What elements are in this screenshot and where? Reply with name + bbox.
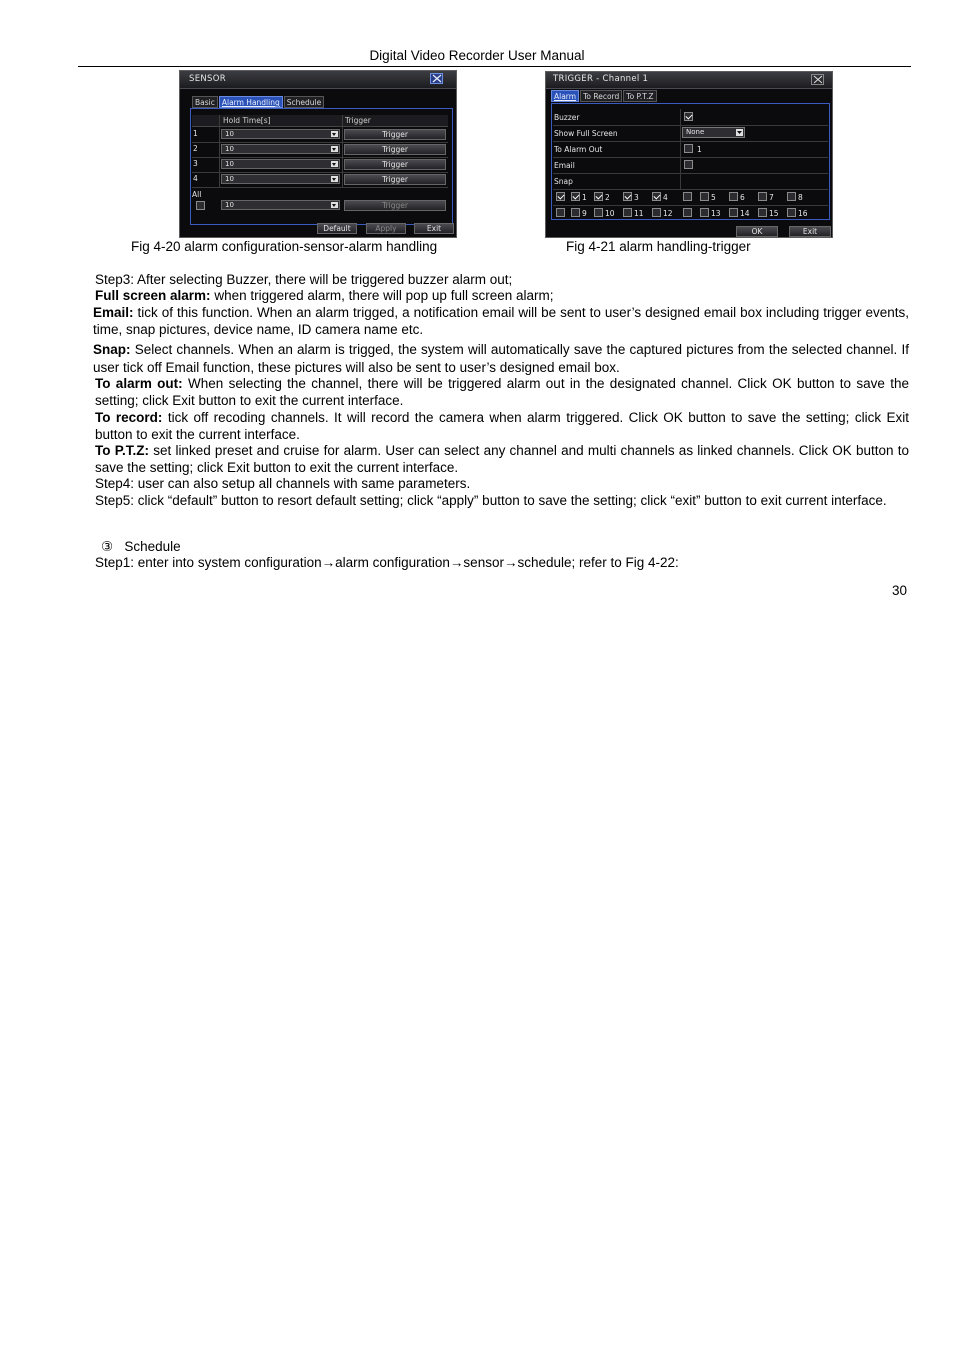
buzzer-row xyxy=(553,109,828,126)
row-divider xyxy=(680,109,681,125)
header-rule xyxy=(78,66,911,67)
row-divider xyxy=(680,173,681,189)
term-alarm-out: To alarm out: xyxy=(95,376,183,391)
row-divider xyxy=(680,157,681,173)
row-divider xyxy=(680,125,681,141)
snap-channel-checkbox[interactable] xyxy=(571,192,580,201)
step1-text: Step1: enter into system configuration→alarm configuration→sensor→schedule; refer to Fig 4-22: xyxy=(95,555,679,570)
snap-paragraph xyxy=(93,341,909,377)
alarm-out-paragraph xyxy=(95,376,909,409)
trigger-button[interactable]: Trigger xyxy=(344,159,446,170)
trigger-tabs xyxy=(551,90,658,102)
hold-time-select[interactable] xyxy=(221,159,340,169)
snap-channel-number: 4 xyxy=(663,193,668,202)
snap-channel-number: 3 xyxy=(634,193,639,202)
exit-button[interactable]: Exit xyxy=(789,226,831,237)
snap-channel-number: 13 xyxy=(711,209,721,218)
alarm-out-channel: 1 xyxy=(697,145,702,154)
sensor-table-header xyxy=(192,115,448,127)
full-screen-label: Show Full Screen xyxy=(554,129,618,138)
channel-number: 2 xyxy=(193,144,198,153)
column-header-trigger: Trigger xyxy=(345,116,371,125)
close-icon[interactable] xyxy=(430,73,443,84)
alarm-out-checkbox[interactable] xyxy=(684,144,693,153)
step4-text: Step4: user can also setup all channels with same parameters. xyxy=(95,476,471,491)
term-email: Email: xyxy=(93,305,134,320)
chevron-down-icon xyxy=(331,176,338,182)
snap-channel-checkbox[interactable] xyxy=(787,208,796,217)
ok-button[interactable]: OK xyxy=(736,226,778,237)
hold-time-select[interactable] xyxy=(221,129,340,139)
trigger-title: TRIGGER - Channel 1 xyxy=(553,74,649,84)
table-row xyxy=(192,127,448,143)
step5-text: Step5: click “default” button to resort default setting; click “apply” button to save the setting; click “exit” button to exit current interface. xyxy=(95,493,887,508)
ptz-paragraph xyxy=(95,443,909,476)
buzzer-checkbox[interactable] xyxy=(684,112,693,121)
schedule-heading xyxy=(101,539,181,555)
snap-channel-checkbox[interactable] xyxy=(571,208,580,217)
all-checkbox[interactable] xyxy=(196,201,205,210)
chevron-down-icon xyxy=(736,129,743,136)
snap-channel-checkbox[interactable] xyxy=(758,208,767,217)
figure-caption-4-20: Fig 4-20 alarm configuration-sensor-alarm handling xyxy=(131,239,438,254)
all-row xyxy=(192,198,448,213)
channel-number: 4 xyxy=(193,174,198,183)
figure-caption-4-21: Fig 4-21 alarm handling-trigger xyxy=(566,239,751,254)
snap-channel-number: 11 xyxy=(634,209,644,218)
snap-label: Snap xyxy=(554,177,573,186)
term-full-screen: Full screen alarm: xyxy=(95,288,211,303)
snap-channel-number: 9 xyxy=(582,209,587,218)
term-ptz: To P.T.Z: xyxy=(95,443,149,458)
desc-snap: Select channels. When an alarm is trigged, the system will automatically save the captured pictures from the selected channel. If user tick off Email function, these pictures will also be sent to user’s designed email box. xyxy=(93,342,909,375)
snap-channel-number: 16 xyxy=(798,209,808,218)
hold-time-value: 10 xyxy=(225,160,234,168)
sensor-titlebar xyxy=(180,71,456,89)
email-checkbox[interactable] xyxy=(684,160,693,169)
table-row xyxy=(192,172,448,188)
snap-group-checkbox[interactable] xyxy=(556,192,565,201)
apply-button[interactable]: Apply xyxy=(366,223,406,234)
snap-group-checkbox[interactable] xyxy=(683,192,692,201)
schedule-marker: ③ xyxy=(101,539,114,554)
trigger-titlebar xyxy=(546,72,832,89)
tab-alarm[interactable]: Alarm xyxy=(551,90,579,102)
snap-channels-row-1 xyxy=(553,189,828,206)
row-divider xyxy=(680,141,681,157)
snap-group-checkbox[interactable] xyxy=(683,208,692,217)
snap-channel-checkbox[interactable] xyxy=(758,192,767,201)
snap-channel-checkbox[interactable] xyxy=(700,208,709,217)
alarm-out-label: To Alarm Out xyxy=(554,145,603,154)
tab-alarm-handling[interactable]: Alarm Handling xyxy=(219,96,283,108)
snap-channel-number: 5 xyxy=(711,193,716,202)
email-label: Email xyxy=(554,161,575,170)
snap-group-checkbox[interactable] xyxy=(556,208,565,217)
term-record: To record: xyxy=(95,410,163,425)
email-paragraph xyxy=(93,305,909,338)
trigger-button[interactable]: Trigger xyxy=(344,129,446,140)
hold-time-value: 10 xyxy=(225,145,234,153)
snap-channel-checkbox[interactable] xyxy=(700,192,709,201)
chevron-down-icon xyxy=(331,161,338,167)
buzzer-label: Buzzer xyxy=(554,113,580,122)
column-divider xyxy=(219,115,220,187)
snap-channel-number: 7 xyxy=(769,193,774,202)
trigger-window xyxy=(545,71,833,238)
snap-channel-checkbox[interactable] xyxy=(729,208,738,217)
schedule-title: Schedule xyxy=(124,539,181,554)
snap-row xyxy=(553,173,828,190)
hold-time-value: 10 xyxy=(225,201,234,209)
record-paragraph xyxy=(95,410,909,443)
snap-channel-number: 15 xyxy=(769,209,779,218)
full-screen-value: None xyxy=(686,128,705,136)
full-screen-paragraph xyxy=(95,288,553,303)
table-row xyxy=(192,142,448,158)
snap-channel-number: 8 xyxy=(798,193,803,202)
page-header-title: Digital Video Recorder User Manual xyxy=(369,48,585,63)
snap-channel-number: 2 xyxy=(605,193,610,202)
snap-channel-checkbox[interactable] xyxy=(623,208,632,217)
tab-schedule[interactable]: Schedule xyxy=(284,96,324,108)
all-trigger-button[interactable]: Trigger xyxy=(344,200,446,211)
snap-channel-number: 12 xyxy=(663,209,673,218)
column-header-hold-time: Hold Time[s] xyxy=(223,116,271,125)
snap-channel-number: 14 xyxy=(740,209,750,218)
trigger-button[interactable]: Trigger xyxy=(344,144,446,155)
snap-channel-checkbox[interactable] xyxy=(594,192,603,201)
step3-text: Step3: After selecting Buzzer, there will be triggered buzzer alarm out; xyxy=(95,272,513,287)
tab-to-record[interactable]: To Record xyxy=(580,90,622,102)
snap-channels-row-2 xyxy=(553,205,828,220)
all-hold-time-select[interactable] xyxy=(221,200,340,210)
desc-email: tick of this function. When an alarm trigged, a notification email will be sent to user’s designed email box including trigger events, time, snap pictures, device name, ID camera name etc. xyxy=(93,305,909,337)
hold-time-select[interactable] xyxy=(221,144,340,154)
chevron-down-icon xyxy=(331,202,338,208)
channel-number: 1 xyxy=(193,129,198,138)
channel-number: 3 xyxy=(193,159,198,168)
snap-channel-checkbox[interactable] xyxy=(623,192,632,201)
full-screen-select[interactable] xyxy=(682,127,745,138)
page-number: 30 xyxy=(892,583,908,598)
snap-channel-checkbox[interactable] xyxy=(729,192,738,201)
trigger-button[interactable]: Trigger xyxy=(344,174,446,185)
snap-channel-checkbox[interactable] xyxy=(652,208,661,217)
hold-time-value: 10 xyxy=(225,175,234,183)
alarm-out-row xyxy=(553,141,828,158)
desc-full-screen: when triggered alarm, there will pop up full screen alarm; xyxy=(210,288,554,303)
sensor-title: SENSOR xyxy=(189,74,226,84)
snap-channel-checkbox[interactable] xyxy=(652,192,661,201)
term-snap: Snap: xyxy=(93,342,131,357)
all-label: All xyxy=(192,190,202,199)
column-divider xyxy=(342,115,343,187)
hold-time-select[interactable] xyxy=(221,174,340,184)
snap-channel-number: 6 xyxy=(740,193,745,202)
table-row xyxy=(192,157,448,173)
desc-alarm-out: When selecting the channel, there will be triggered alarm out in the designated channel. Click OK button to save the setting; click Exit button to exit the current interface. xyxy=(95,376,909,408)
tab-to-ptz[interactable]: To P.T.Z xyxy=(623,90,656,102)
snap-channel-number: 10 xyxy=(605,209,615,218)
sensor-table xyxy=(192,115,448,220)
exit-button[interactable]: Exit xyxy=(414,223,454,234)
sensor-tabs xyxy=(192,96,325,108)
chevron-down-icon xyxy=(331,146,338,152)
default-button[interactable]: Default xyxy=(317,223,357,234)
chevron-down-icon xyxy=(331,131,338,137)
full-screen-row xyxy=(553,125,828,142)
tab-basic[interactable]: Basic xyxy=(192,96,218,108)
close-icon[interactable] xyxy=(811,74,824,85)
desc-record: tick off recoding channels. It will record the camera when alarm triggered. Click OK button to save the setting; click Exit button to exit the current interface. xyxy=(95,410,909,442)
snap-channel-checkbox[interactable] xyxy=(594,208,603,217)
email-row xyxy=(553,157,828,174)
desc-ptz: set linked preset and cruise for alarm. User can select any channel and multi channels as linked channels. Click OK button to save the setting; click Exit button to exit the current interface. xyxy=(95,443,910,475)
hold-time-value: 10 xyxy=(225,130,234,138)
sensor-window xyxy=(179,70,457,238)
snap-channel-number: 1 xyxy=(582,193,587,202)
snap-channel-checkbox[interactable] xyxy=(787,192,796,201)
